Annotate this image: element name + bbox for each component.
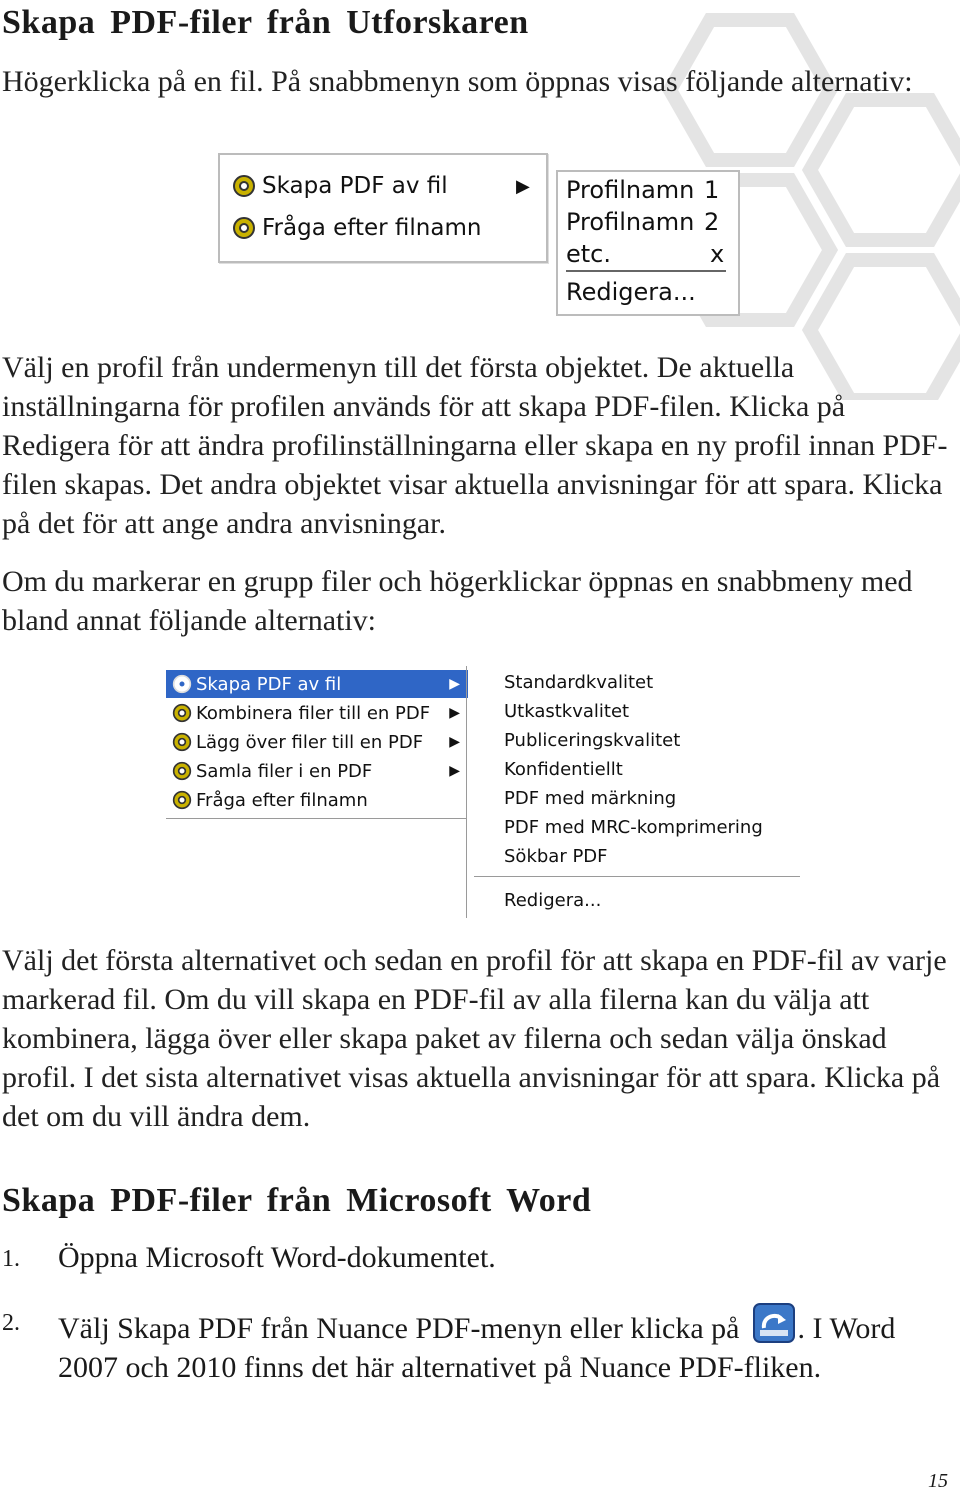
page-number: 15 [928,1470,948,1492]
section-heading-explorer: Skapa PDF-filer från Utforskaren [2,4,529,41]
submenu-arrow-icon: ▶ [449,734,460,750]
submenu2-separator [474,876,800,877]
submenu2-item[interactable]: Standardkvalitet [504,672,654,693]
nuance-gear-icon [172,732,192,752]
submenu-item-profile-1[interactable]: Profilnamn 1 [566,176,720,204]
menu2-item-combine[interactable] [166,699,468,727]
submenu2-item[interactable]: PDF med märkning [504,788,677,809]
menu2-item-create-pdf[interactable] [166,670,468,698]
nuance-gear-icon [172,790,192,810]
create-pdf-toolbar-icon[interactable] [752,1302,796,1344]
menu2-item-label: Fråga efter filnamn [196,789,368,811]
submenu2-item[interactable]: Sökbar PDF [504,846,608,867]
submenu-item-etc[interactable]: etc. x [566,240,725,268]
menu2-item-label: Skapa PDF av fil [196,673,342,695]
menu2-item-label: Kombinera filer till en PDF [196,702,431,724]
group-paragraph: Om du markerar en grupp filer och högerklickar öppnas en snabbmeny med bland annat följande alternativ: [2,565,913,637]
first-option-paragraph: Välj det första alternativet och sedan en profil för att skapa en PDF-fil av varje markerad fil. Om du vill skapa en PDF-fil av alla filerna kan du välja att kombinera, lägga över eller skapa paket av filerna och sedan välja önskad profil. I det sista alternativet visas aktuella anvisningar för att spara. Klicka på det om du vill ändra dem. [2,944,947,1133]
submenu2-item-edit[interactable]: Redigera... [504,890,602,911]
submenu-item-profile-2[interactable]: Profilnamn 2 [566,208,720,236]
profile-paragraph: Välj en profil från undermenyn till det första objektet. De aktuella inställningarna för profilen används för att skapa PDF-filen. Klicka på Redigera för att ändra profilinställningarna eller skapa en ny profil innan PDF-filen skapas. Det andra objektet visar aktuella anvisningar för att spara. Klicka på det för att ange andra anvisningar. [2,351,948,540]
context-menu-single-file [218,153,548,263]
submenu2-item[interactable]: Publiceringskvalitet [504,730,681,751]
menu-item-label: Fråga efter filnamn [262,215,482,241]
submenu-arrow-icon: ▶ [449,763,460,779]
intro-paragraph: Högerklicka på en fil. På snabbmenyn som öppnas visas följande alternativ: [2,65,913,98]
menu-item-ask-filename[interactable] [232,211,481,245]
nuance-gear-icon [172,761,192,781]
submenu-arrow-icon: ▶ [516,175,530,197]
menu-item-create-pdf[interactable] [232,169,530,203]
submenu2-item[interactable]: PDF med MRC-komprimering [504,817,763,838]
step-number: 2. [2,1310,20,1336]
step-number: 1. [2,1246,20,1272]
menu2-item-label: Samla filer i en PDF [196,760,373,782]
nuance-gear-icon [172,674,192,694]
nuance-gear-icon [232,174,256,198]
section-heading-word: Skapa PDF-filer från Microsoft Word [2,1182,592,1219]
context-menu-multiple-files [166,666,468,818]
submenu-separator [566,270,726,272]
menu2-item-ask-filename[interactable] [166,786,468,814]
menu-item-label: Skapa PDF av fil [262,173,448,199]
menu2-divider [166,818,466,819]
submenu2-item[interactable]: Konfidentiellt [504,759,623,780]
submenu2-item[interactable]: Utkastkvalitet [504,701,630,722]
menu2-item-label: Lägg över filer till en PDF [196,731,424,753]
step-text: Öppna Microsoft Word-dokumentet. [58,1241,496,1274]
submenu-item-edit[interactable]: Redigera... [566,278,696,306]
menu2-vertical-divider [466,666,467,918]
nuance-gear-icon [172,703,192,723]
menu2-item-overlay[interactable] [166,728,468,756]
menu2-item-collect[interactable] [166,757,468,785]
submenu-arrow-icon: ▶ [449,676,460,692]
step-text: Välj Skapa PDF från Nuance PDF-menyn eller klicka på . I Word 2007 och 2010 finns det här alternativet på Nuance PDF-fliken. [58,1302,938,1387]
submenu-arrow-icon: ▶ [449,705,460,721]
nuance-gear-icon [232,216,256,240]
profile-submenu [556,170,740,316]
